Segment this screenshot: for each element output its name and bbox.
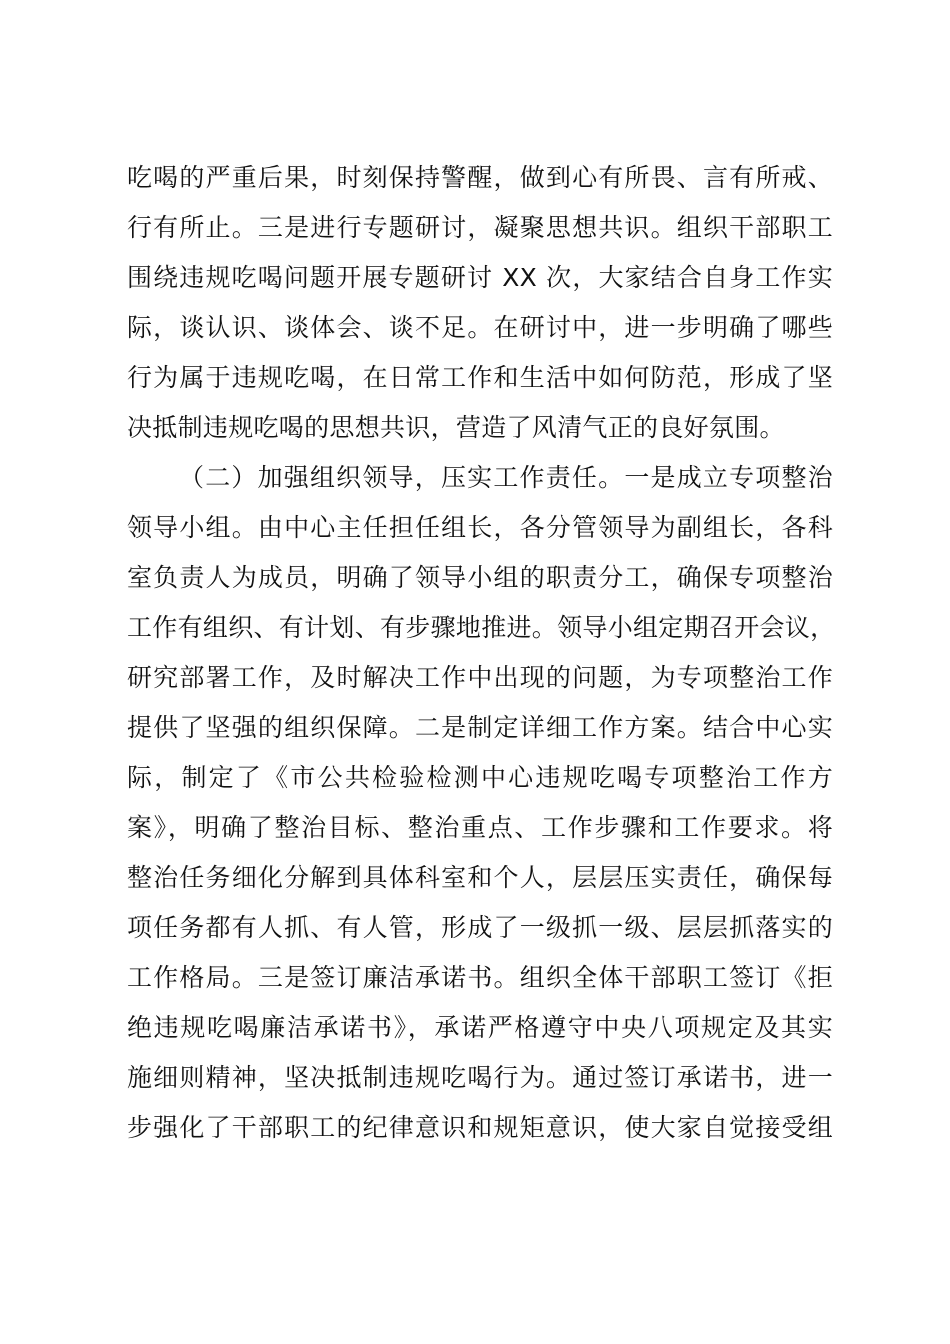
- text-line: 整治任务细化分解到具体科室和个人，层层压实责任，确保每: [127, 863, 833, 892]
- text-line: 绝违规吃喝廉洁承诺书》，承诺严格遵守中央八项规定及其实: [127, 1013, 833, 1042]
- text-line: 研究部署工作，及时解决工作中出现的问题，为专项整治工作: [127, 663, 833, 692]
- text-line: 提供了坚强的组织保障。二是制定详细工作方案。结合中心实: [127, 713, 833, 742]
- text-line: 领导小组。由中心主任担任组长，各分管领导为副组长，各科: [127, 513, 833, 542]
- text-line: 施细则精神，坚决抵制违规吃喝行为。通过签订承诺书，进一: [127, 1063, 833, 1092]
- text-line: 际，制定了《市公共检验检测中心违规吃喝专项整治工作方: [127, 763, 833, 792]
- text-line: 步强化了干部职工的纪律意识和规矩意识，使大家自觉接受组: [127, 1113, 833, 1142]
- text-line: 行有所止。三是进行专题研讨，凝聚思想共识。组织干部职工: [127, 213, 833, 242]
- text-line: 室负责人为成员，明确了领导小组的职责分工，确保专项整治: [127, 563, 833, 592]
- section-heading-line: （二）加强组织领导，压实工作责任。一是成立专项整治: [179, 463, 833, 492]
- text-line: 围绕违规吃喝问题开展专题研讨 XX 次，大家结合自身工作实: [127, 263, 833, 292]
- text-line: 工作格局。三是签订廉洁承诺书。组织全体干部职工签订《拒: [127, 963, 833, 992]
- text-line: 项任务都有人抓、有人管，形成了一级抓一级、层层抓落实的: [127, 913, 833, 942]
- paragraph-end-line: 决抵制违规吃喝的思想共识，营造了风清气正的良好氛围。: [127, 413, 785, 442]
- text-line: 行为属于违规吃喝，在日常工作和生活中如何防范，形成了坚: [127, 363, 833, 392]
- text-line: 工作有组织、有计划、有步骤地推进。领导小组定期召开会议，: [127, 613, 836, 642]
- text-line: 际，谈认识、谈体会、谈不足。在研讨中，进一步明确了哪些: [127, 313, 833, 342]
- text-line: 吃喝的严重后果，时刻保持警醒，做到心有所畏、言有所戒、: [127, 163, 833, 192]
- text-line: 案》，明确了整治目标、整治重点、工作步骤和工作要求。将: [127, 813, 833, 842]
- body-text: [127, 153, 836, 1153]
